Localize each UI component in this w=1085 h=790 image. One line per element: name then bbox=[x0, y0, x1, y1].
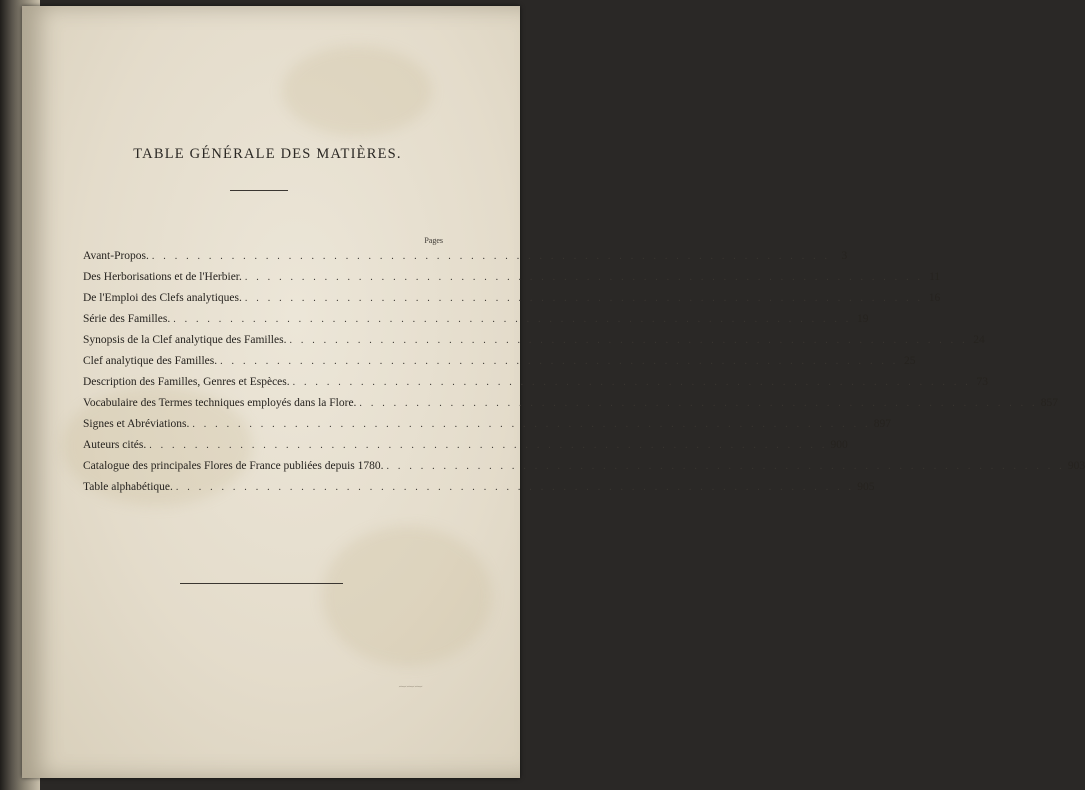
toc-entry-page: 11 bbox=[929, 271, 941, 283]
toc-entry-label: Clef analytique des Familles. bbox=[83, 355, 218, 367]
toc-entry-label: Catalogue des principales Flores de France publiées depuis 1780. bbox=[83, 460, 384, 472]
toc-entry-page: 905 bbox=[857, 481, 875, 493]
toc-entry-label: Description des Familles, Genres et Espèces. bbox=[83, 376, 290, 388]
dot-leader: . . . . . . . . . . . . . . . . . . . . . . . . . . . . . . . . . . . . . . . . . . . . . . . . . . . . . . . . . . . . bbox=[151, 251, 831, 262]
dot-leader: . . . . . . . . . . . . . . . . . . . . . . . . . . . . . . . . . . . . . . . . . . . . . . . . . . . . . . . . . . . . bbox=[386, 461, 1065, 472]
toc-entry bbox=[83, 313, 869, 334]
dot-leader: . . . . . . . . . . . . . . . . . . . . . . . . . . . . . . . . . . . . . . . . . . . . . . . . . . . . . . . . . . . . bbox=[244, 293, 924, 304]
toc-entry-label: Auteurs cités. bbox=[83, 439, 147, 451]
toc-entry bbox=[83, 418, 891, 439]
toc-entry-label: Série des Familles. bbox=[83, 313, 171, 325]
dot-leader: . . . . . . . . . . . . . . . . . . . . . . . . . . . . . . . . . . . . . . . . . . . . . . . . . . . . . . . . . . . . bbox=[220, 356, 899, 367]
toc-entry-label: Signes et Abréviations. bbox=[83, 418, 190, 430]
toc-entry-label: Des Herborisations et de l'Herbier. bbox=[83, 271, 242, 283]
toc-entry bbox=[83, 334, 985, 355]
dot-leader: . . . . . . . . . . . . . . . . . . . . . . . . . . . . . . . . . . . . . . . . . . . . . . . . . . . . . . . . . . . . bbox=[175, 482, 855, 493]
paper-stain bbox=[322, 526, 492, 666]
toc-entry bbox=[83, 397, 1058, 418]
toc-entry-label: De l'Emploi des Clefs analytiques. bbox=[83, 292, 242, 304]
toc-entry-page: 900 bbox=[830, 439, 848, 451]
toc-entry-page: 903 bbox=[1067, 460, 1085, 472]
pages-column-header: Pages bbox=[424, 236, 443, 245]
toc-entry-page: 19 bbox=[857, 313, 869, 325]
toc-entry-page: 24 bbox=[973, 334, 985, 346]
table-of-contents bbox=[83, 250, 1085, 502]
toc-entry-page: 25 bbox=[903, 355, 916, 367]
toc-entry bbox=[83, 439, 848, 460]
dot-leader: . . . . . . . . . . . . . . . . . . . . . . . . . . . . . . . . . . . . . . . . . . . . . . . . . . . . . . . . . . . . bbox=[359, 398, 1038, 409]
toc-entry-label: Avant-Propos. bbox=[83, 250, 149, 262]
dot-leader: . . . . . . . . . . . . . . . . . . . . . . . . . . . . . . . . . . . . . . . . . . . . . . . . . . . . . . . . . . . . bbox=[244, 272, 924, 283]
title-divider bbox=[230, 190, 288, 191]
toc-entry bbox=[83, 355, 916, 376]
page-title: TABLE GÉNÉRALE DES MATIÈRES. bbox=[133, 146, 402, 162]
toc-entry bbox=[83, 250, 848, 271]
dot-leader: . . . . . . . . . . . . . . . . . . . . . . . . . . . . . . . . . . . . . . . . . . . . . . . . . . . . . . . . . . . . bbox=[292, 377, 971, 388]
toc-entry bbox=[83, 376, 988, 397]
dot-leader: . . . . . . . . . . . . . . . . . . . . . . . . . . . . . . . . . . . . . . . . . . . . . . . . . . . . . . . . . . . . bbox=[289, 335, 968, 346]
toc-entry bbox=[83, 481, 875, 502]
toc-entry-label: Table alphabétique. bbox=[83, 481, 173, 493]
paper-stain bbox=[282, 46, 432, 136]
toc-entry-label: Synopsis de la Clef analytique des Familles. bbox=[83, 334, 287, 346]
toc-entry-page: 16 bbox=[928, 292, 941, 304]
toc-entry-page: 3 bbox=[841, 250, 848, 262]
end-divider bbox=[180, 583, 343, 584]
dot-leader: . . . . . . . . . . . . . . . . . . . . . . . . . . . . . . . . . . . . . . . . . . . . . . . . . . . . . . . . . . . . bbox=[149, 440, 828, 451]
toc-entry-page: 897 bbox=[873, 418, 891, 430]
toc-entry-page: 73 bbox=[976, 376, 988, 388]
dot-leader: . . . . . . . . . . . . . . . . . . . . . . . . . . . . . . . . . . . . . . . . . . . . . . . . . . . . . . . . . . . . bbox=[192, 419, 871, 430]
toc-entry bbox=[83, 292, 941, 313]
toc-entry bbox=[83, 460, 1085, 481]
toc-entry-label: Vocabulaire des Termes techniques employés dans la Flore. bbox=[83, 397, 357, 409]
faint-mark: ⁓⁓⁓ bbox=[398, 682, 422, 691]
dot-leader: . . . . . . . . . . . . . . . . . . . . . . . . . . . . . . . . . . . . . . . . . . . . . . . . . . . . . . . . . . . . bbox=[173, 314, 852, 325]
toc-entry bbox=[83, 271, 941, 292]
toc-entry-page: 857 bbox=[1040, 397, 1058, 409]
